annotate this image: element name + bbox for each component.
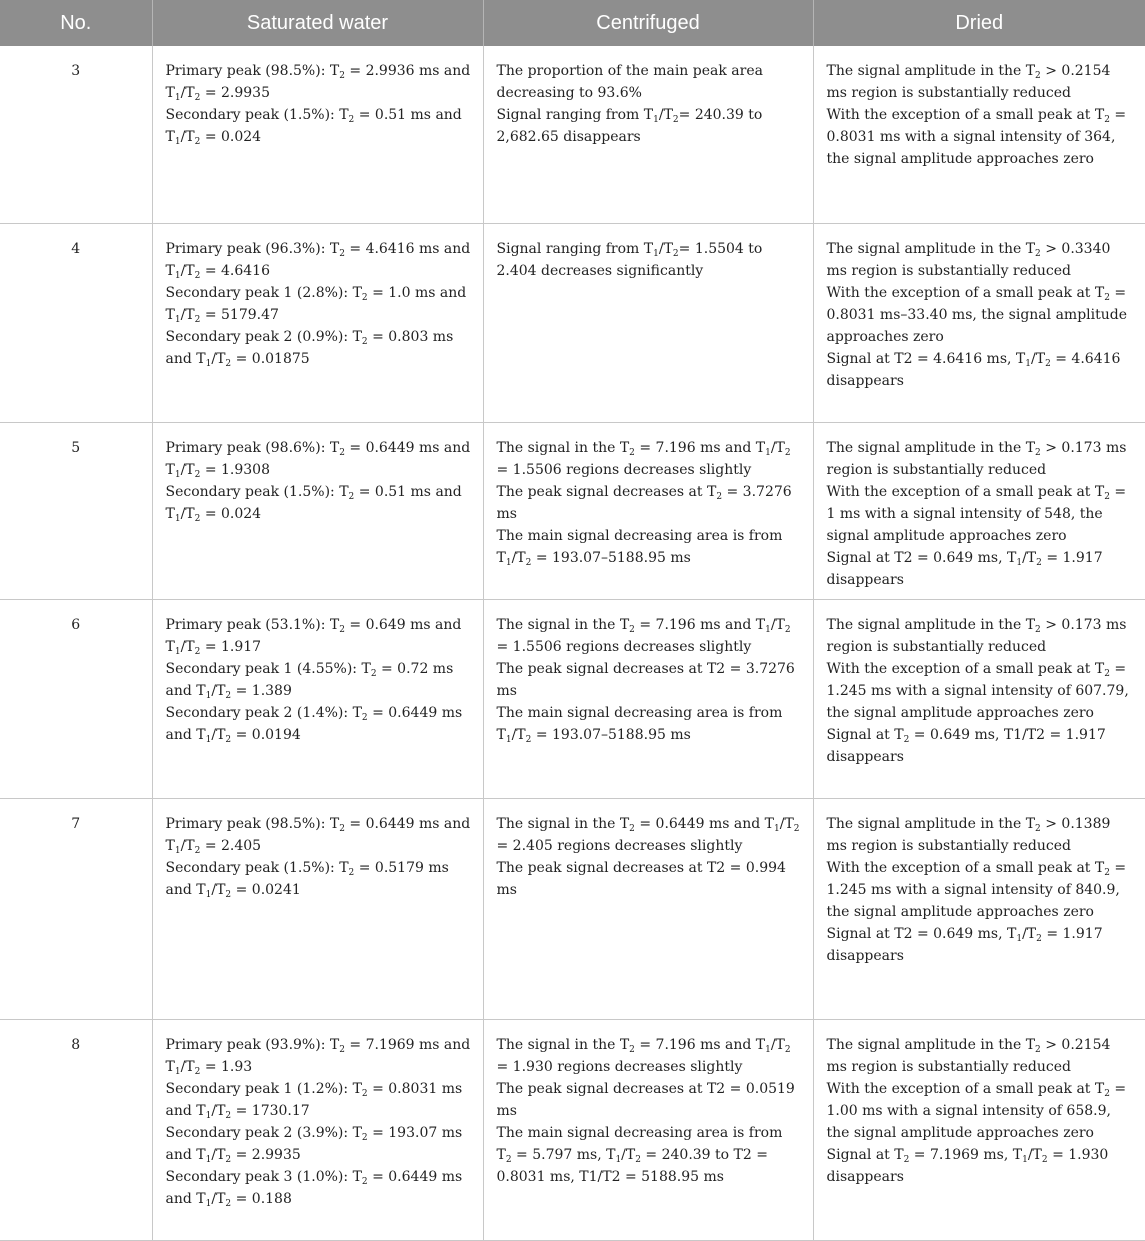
cell-line: The signal amplitude in the $T_2 > 0.1389$ ms region is substantially reduced (826, 815, 1111, 854)
cell-line: Signal at $T_2 = 0.649$ ms, T1/T2 = 1.917 disappears (826, 726, 1106, 765)
centrifuged-cell (483, 223, 813, 422)
table-row (0, 422, 1145, 599)
cell-line: The main signal decreasing area is from $T_1/T_2 = 193.07-5188.95$ ms (496, 527, 783, 568)
cell-line: Secondary peak 2 (1.4%): $T_2 = 0.6449$ ms and $T_1/T_2 = 0.0194$ (165, 704, 463, 745)
cell-line: Secondary peak (1.5%): $T_2 = 0.51$ ms and $T_1/T_2 = 0.024$ (165, 107, 462, 147)
header-row (0, 0, 1145, 46)
cell-line: With the exception of a small peak at $T_2 = 0.8031$ ms–33.40 ms, the signal amplitude approaches zero (826, 284, 1128, 345)
cell-line: Signal at T2 = 0.649 ms, $T_1/T_2 = 1.917$ disappears (826, 925, 1103, 964)
cell-line: Secondary peak 2 (0.9%): $T_2 = 0.803$ ms and $T_1/T_2 = 0.01875$ (165, 328, 454, 369)
cell-line: Signal at T2 = 0.649 ms, $T_1/T_2 = 1.917$ disappears (826, 549, 1103, 588)
row-number: 4 (0, 223, 152, 422)
dried-cell (813, 422, 1145, 599)
table-row (0, 46, 1145, 223)
row-number: 6 (0, 599, 152, 798)
saturated-water-cell (152, 599, 483, 798)
cell-line: With the exception of a small peak at $T_2 = 1$ ms with a signal intensity of 548, the signal amplitude approaches zero (826, 483, 1127, 544)
centrifuged-cell (483, 599, 813, 798)
cell-line: The peak signal decreases at $T_2 = 3.7276$ ms (496, 483, 792, 522)
header-no: No. (0, 0, 152, 46)
cell-line: The main signal decreasing area is from $T_2 = 5.797$ ms, $T_1/T_2 = 240.39$ to T2 = 0.8031 ms, T1/T2 = 5188.95 ms (496, 1124, 783, 1185)
cell-line: The signal amplitude in the $T_2 > 0.173$ ms region is substantially reduced (826, 616, 1127, 655)
cell-line: With the exception of a small peak at $T_2 = 0.8031$ ms with a signal intensity of 364, the signal amplitude approaches zero (826, 107, 1127, 167)
cell-line: Primary peak (93.9%): $T_2 = 7.1969$ ms and $T_1/T_2 = 1.93$ (165, 1036, 471, 1077)
cell-line: The signal in the $T_2 = 7.196$ ms and $T_1/T_2 = 1.5506$ regions decreases slightly (496, 439, 791, 478)
cell-line: The signal in the $T_2 = 0.6449$ ms and $T_1/T_2 = 2.405$ regions decreases slightly (496, 815, 800, 854)
centrifuged-cell (483, 1019, 813, 1240)
cell-line: Signal ranging from $T_1/T_2= 240.39$ to 2,682.65 disappears (496, 107, 763, 145)
header-centrifuged: Centrifuged (483, 0, 813, 46)
saturated-water-cell (152, 1019, 483, 1240)
cell-line: Secondary peak 1 (4.55%): $T_2 = 0.72$ ms and $T_1/T_2 = 1.389$ (165, 660, 454, 701)
cell-line: The signal amplitude in the $T_2 > 0.173$ ms region is substantially reduced (826, 439, 1127, 478)
saturated-water-cell (152, 223, 483, 422)
row-number: 7 (0, 798, 152, 1019)
row-number: 5 (0, 422, 152, 599)
cell-line: Primary peak (96.3%): $T_2 = 4.6416$ ms and $T_1/T_2 = 4.6416$ (165, 240, 471, 281)
table-body (0, 46, 1145, 1240)
table-row (0, 798, 1145, 1019)
centrifuged-cell (483, 46, 813, 223)
cell-line: Secondary peak 1 (1.2%): $T_2 = 0.8031$ ms and $T_1/T_2 = 1730.17$ (165, 1080, 463, 1121)
cell-line: The main signal decreasing area is from $T_1/T_2 = 193.07-5188.95$ ms (496, 704, 783, 745)
cell-line: The signal in the $T_2 = 7.196$ ms and $T_1/T_2 = 1.5506$ regions decreases slightly (496, 616, 791, 655)
cell-line: Primary peak (98.6%): $T_2 = 0.6449$ ms and $T_1/T_2 = 1.9308$ (165, 439, 471, 480)
cell-line: Secondary peak (1.5%): $T_2 = 0.51$ ms and $T_1/T_2 = 0.024$ (165, 483, 462, 524)
saturated-water-cell (152, 422, 483, 599)
row-number: 8 (0, 1019, 152, 1240)
cell-line: Signal ranging from $T_1/T_2= 1.5504$ to 2.404 decreases significantly (496, 240, 763, 279)
dried-cell (813, 223, 1145, 422)
cell-line: The peak signal decreases at T2 = 3.7276 ms (496, 660, 795, 699)
cell-line: The signal amplitude in the $T_2 > 0.2154$ ms region is substantially reduced (826, 63, 1111, 101)
saturated-water-cell (152, 798, 483, 1019)
cell-line: Primary peak (53.1%): $T_2 = 0.649$ ms and $T_1/T_2 = 1.917$ (165, 616, 462, 657)
cell-line: Primary peak (98.5%): $T_2 = 0.6449$ ms and $T_1/T_2 = 2.405$ (165, 815, 471, 856)
centrifuged-cell (483, 422, 813, 599)
dried-cell (813, 1019, 1145, 1240)
cell-line: With the exception of a small peak at $T_2 = 1.00$ ms with a signal intensity of 658.9, the signal amplitude approaches zero (826, 1080, 1127, 1141)
cell-line: Signal at T2 = 4.6416 ms, $T_1/T_2 = 4.6416$ disappears (826, 350, 1121, 389)
cell-line: The peak signal decreases at T2 = 0.994 ms (496, 859, 786, 898)
table-row (0, 1019, 1145, 1240)
cell-line: The signal amplitude in the $T_2 > 0.3340$ ms region is substantially reduced (826, 240, 1111, 279)
dried-cell (813, 46, 1145, 223)
cell-line: The signal in the $T_2 = 7.196$ ms and $T_1/T_2 = 1.930$ regions decreases slightly (496, 1036, 791, 1075)
row-number: 3 (0, 46, 152, 223)
header-saturated-water: Saturated water (152, 0, 483, 46)
cell-line: Secondary peak 3 (1.0%): $T_2 = 0.6449$ ms and $T_1/T_2 = 0.188$ (165, 1168, 463, 1209)
cell-line: The signal amplitude in the $T_2 > 0.2154$ ms region is substantially reduced (826, 1036, 1111, 1075)
cell-line: With the exception of a small peak at $T_2 = 1.245$ ms with a signal intensity of 607.79, the signal amplitude approaches zero (826, 660, 1129, 721)
saturated-water-cell (152, 46, 483, 223)
dried-cell (813, 599, 1145, 798)
cell-line: The peak signal decreases at T2 = 0.0519 ms (496, 1080, 795, 1119)
table-row (0, 223, 1145, 422)
cell-line: The proportion of the main peak area decreasing to 93.6% (496, 63, 763, 101)
cell-line: Secondary peak (1.5%): $T_2 = 0.5179$ ms and $T_1/T_2 = 0.0241$ (165, 859, 449, 900)
cell-line: Primary peak (98.5%): $T_2 = 2.9936$ ms and $T_1/T_2 = 2.9935$ (165, 63, 471, 103)
header-dried: Dried (813, 0, 1145, 46)
cell-line: With the exception of a small peak at $T_2 = 1.245$ ms with a signal intensity of 840.9, the signal amplitude approaches zero (826, 859, 1127, 920)
table-row (0, 599, 1145, 798)
cell-line: Signal at $T_2 = 7.1969$ ms, $T_1/T_2 = 1.930$ disappears (826, 1146, 1109, 1185)
centrifuged-cell (483, 798, 813, 1019)
cell-line: Secondary peak 1 (2.8%): $T_2 = 1.0$ ms and $T_1/T_2 = 5179.47$ (165, 284, 467, 325)
cell-line: Secondary peak 2 (3.9%): $T_2 = 193.07$ ms and $T_1/T_2 = 2.9935$ (165, 1124, 463, 1165)
dried-cell (813, 798, 1145, 1019)
